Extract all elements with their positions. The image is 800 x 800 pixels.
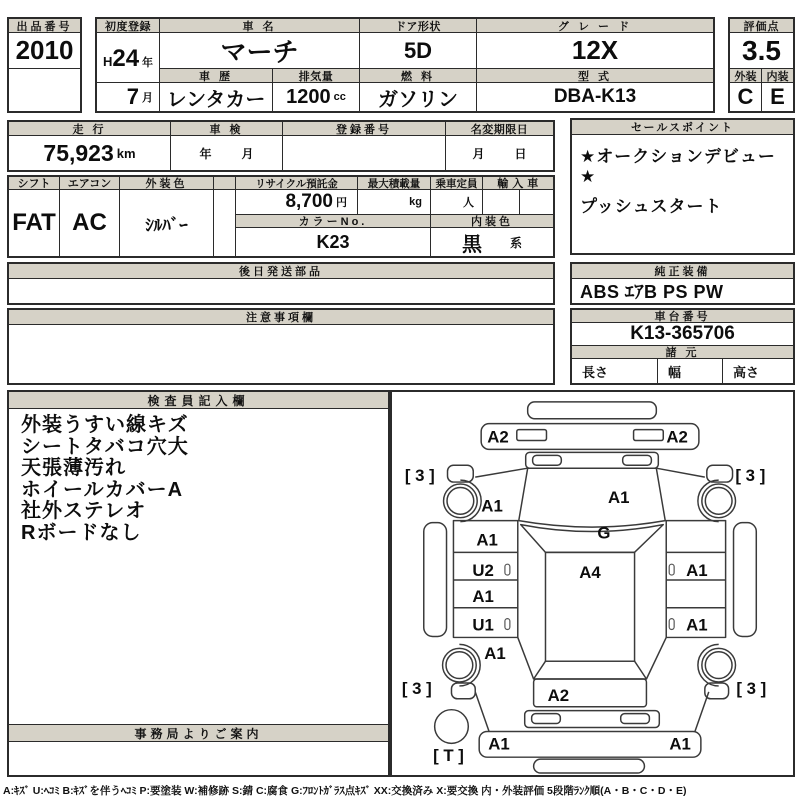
grade-value: 12X bbox=[476, 33, 713, 69]
color-no-value: K23 bbox=[235, 228, 430, 256]
history-label: 車 歴 bbox=[159, 69, 272, 83]
fuel-label: 燃 料 bbox=[359, 69, 476, 83]
vehicle-info-box bbox=[95, 17, 715, 113]
capacity-value: 人 bbox=[430, 190, 482, 215]
later-parts-box bbox=[7, 262, 555, 305]
right-rocker bbox=[734, 523, 757, 637]
displacement-unit: cc bbox=[333, 91, 346, 103]
displacement-number: 1200 bbox=[286, 85, 331, 108]
mileage-unit: km bbox=[116, 145, 136, 161]
shift-value: FAT bbox=[12, 209, 56, 236]
first-reg-month-unit: 月 bbox=[142, 92, 153, 104]
inspection-due-month-unit: 月 bbox=[241, 146, 254, 161]
inspection-due-label: 車 検 bbox=[170, 122, 282, 136]
hood bbox=[519, 468, 665, 527]
door-handle bbox=[505, 619, 510, 630]
car-diagram bbox=[392, 392, 793, 775]
inspection-due-year-unit: 年 bbox=[199, 146, 212, 161]
mileage-value bbox=[9, 136, 170, 170]
name-change-label: 名変期限日 bbox=[445, 122, 553, 136]
damage-mark: A1 bbox=[472, 586, 494, 606]
inspector-note: 外装うすい線キズ bbox=[21, 414, 189, 436]
damage-mark: A1 bbox=[607, 487, 630, 507]
interior-color-suffix: 系 bbox=[509, 235, 522, 250]
legend-text: A:ｷｽﾞ U:ﾍｺﾐ B:ｷｽﾞを伴うﾍｺﾐ P:要塗装 W:補修跡 S:錆 C:腐食 G:ﾌﾛﾝﾄｶﾞﾗｽ点ｷｽﾞ XX:交換済み X:要交換 内・外装評価 5段階ﾗﾝｸ順(A・B・C・D・E) bbox=[3, 785, 687, 797]
name-change-day-unit: 日 bbox=[514, 146, 527, 161]
car-name-label: 車 名 bbox=[159, 19, 359, 33]
specs-label: 諸 元 bbox=[572, 346, 793, 359]
color-no-label: カラーNo. bbox=[235, 215, 430, 228]
exterior-color-label: 外装色 bbox=[119, 177, 213, 190]
sales-point-line: プッシュスタート bbox=[580, 197, 723, 216]
lot-value: 2010 bbox=[9, 33, 80, 69]
sales-point-body bbox=[572, 139, 793, 219]
door-handle bbox=[669, 619, 674, 630]
rear-right-wheel bbox=[702, 648, 736, 682]
chassis-no-label: 車台番号 bbox=[572, 310, 793, 323]
exterior-grade-label: 外装 bbox=[730, 69, 761, 83]
interior-color-value bbox=[430, 228, 553, 256]
reg-no-value bbox=[282, 136, 445, 170]
aircon-label: エアコン bbox=[59, 177, 119, 190]
inspector-label: 検査員記入欄 bbox=[9, 392, 388, 409]
car-diagram-box bbox=[390, 390, 795, 777]
front-right-wheel bbox=[702, 484, 736, 518]
reg-no-label: 登録番号 bbox=[282, 122, 445, 136]
mileage-number: 75,923 bbox=[43, 139, 114, 166]
aircon-value: AC bbox=[59, 190, 119, 256]
damage-mark: A4 bbox=[579, 563, 601, 583]
car-name-value: マーチ bbox=[159, 33, 359, 69]
exterior-color-value: ｼﾙﾊﾞｰ bbox=[119, 190, 213, 256]
rear-bumper bbox=[479, 731, 701, 757]
interior-grade-label: 内装 bbox=[761, 69, 793, 83]
damage-mark: A1 bbox=[686, 561, 708, 581]
damage-mark: A2 bbox=[547, 685, 570, 705]
recycle-deposit-number: 8,700 bbox=[285, 191, 333, 212]
damage-mark: A1 bbox=[484, 644, 506, 664]
model-code-label: 型 式 bbox=[476, 69, 713, 83]
door-label: ドア形状 bbox=[359, 19, 476, 33]
left-rocker bbox=[424, 523, 447, 637]
caution-label: 注意事項欄 bbox=[9, 310, 553, 325]
damage-mark: A1 bbox=[488, 734, 510, 754]
office-notice-label: 事務局よりご案内 bbox=[9, 724, 388, 742]
front-left-wheel bbox=[444, 484, 478, 518]
damage-mark: G bbox=[597, 523, 611, 543]
inspector-note: 社外ステレオ bbox=[21, 500, 147, 522]
damage-mark: A1 bbox=[669, 734, 691, 754]
name-change-month-unit: 月 bbox=[472, 146, 485, 161]
capacity-label: 乗車定員 bbox=[430, 177, 482, 190]
inspector-note: ホイールカバーA bbox=[21, 478, 184, 501]
damage-mark: [ T ] bbox=[433, 746, 464, 766]
equipment-row-box bbox=[7, 175, 555, 258]
recycle-deposit-unit: 円 bbox=[336, 197, 347, 209]
import-car-label: 輸 入 車 bbox=[482, 177, 553, 190]
damage-mark: A2 bbox=[666, 427, 688, 447]
damage-mark: A1 bbox=[476, 530, 498, 550]
inspector-notes bbox=[9, 415, 388, 544]
score-label: 評価点 bbox=[730, 19, 793, 33]
door-value: 5D bbox=[359, 33, 476, 69]
later-parts-label: 後日発送部品 bbox=[9, 264, 553, 279]
exterior-grade-value: C bbox=[737, 84, 754, 109]
displacement-label: 排気量 bbox=[272, 69, 359, 83]
spacer-header bbox=[213, 177, 235, 190]
rear-bottom-strip bbox=[534, 759, 645, 773]
spacer-cell bbox=[213, 190, 235, 256]
first-reg-month bbox=[97, 83, 159, 111]
sales-point-line: ★オークションデビュー★ bbox=[580, 147, 776, 186]
damage-mark: A1 bbox=[686, 615, 708, 635]
damage-mark: A1 bbox=[481, 496, 503, 516]
interior-grade-value: E bbox=[761, 83, 793, 111]
later-parts-value bbox=[9, 279, 553, 303]
score-box bbox=[728, 17, 795, 113]
recycle-deposit-value bbox=[235, 190, 357, 215]
sales-point-box bbox=[570, 118, 795, 255]
lot-box bbox=[7, 17, 82, 113]
lot-label: 出品番号 bbox=[9, 19, 80, 33]
import-car-cell bbox=[482, 190, 519, 215]
max-load-label: 最大積載量 bbox=[357, 177, 430, 190]
name-change-value bbox=[445, 136, 553, 170]
genuine-equipment-value: ABS ｴｱB PS PW bbox=[580, 282, 724, 302]
chassis-no-value: K13-365706 bbox=[572, 323, 793, 346]
grade-label: グ レ ー ド bbox=[476, 19, 713, 33]
model-code-value: DBA-K13 bbox=[476, 83, 713, 111]
first-reg-era: H bbox=[102, 54, 113, 69]
spec-height-label: 高さ bbox=[722, 359, 793, 383]
interior-color-name: 黒 bbox=[461, 233, 482, 256]
inspector-note: シートタバコ穴大 bbox=[21, 435, 189, 458]
rear-window bbox=[534, 661, 647, 679]
door-handle bbox=[669, 564, 674, 575]
history-value: レンタカー bbox=[159, 83, 272, 111]
first-reg-value bbox=[97, 33, 159, 83]
import-car-cell bbox=[519, 190, 553, 215]
displacement-value bbox=[272, 83, 359, 111]
door-handle bbox=[505, 564, 510, 575]
damage-mark: A2 bbox=[487, 427, 509, 447]
inspector-note: 天張薄汚れ bbox=[21, 457, 126, 479]
spec-width-label: 幅 bbox=[657, 359, 722, 383]
first-reg-label: 初度登録 bbox=[97, 19, 159, 33]
shift-label: シフト bbox=[9, 177, 59, 190]
mileage-row-box bbox=[7, 120, 555, 172]
first-reg-month-value: 7 bbox=[126, 84, 139, 109]
rear-left-wheel bbox=[443, 648, 477, 682]
chassis-specs-box bbox=[570, 308, 795, 385]
damage-marks bbox=[402, 427, 766, 765]
sales-point-label: セールスポイント bbox=[572, 120, 793, 135]
score-value: 3.5 bbox=[730, 33, 793, 69]
interior-color-label: 内装色 bbox=[430, 215, 553, 228]
caution-box bbox=[7, 308, 555, 385]
inspection-due-value bbox=[170, 136, 282, 170]
fuel-value: ガソリン bbox=[359, 83, 476, 111]
damage-mark: U2 bbox=[472, 561, 494, 581]
damage-mark: U1 bbox=[472, 615, 494, 635]
damage-mark: [ 3 ] bbox=[736, 678, 767, 698]
front-top-strip bbox=[528, 402, 657, 419]
recycle-deposit-label: リサイクル預託金 bbox=[235, 177, 357, 190]
damage-mark: [ 3 ] bbox=[404, 466, 435, 486]
mileage-label: 走 行 bbox=[9, 122, 170, 136]
first-reg-year: 24 bbox=[112, 45, 140, 72]
caution-value bbox=[9, 325, 553, 383]
inspector-notes-box bbox=[7, 390, 390, 777]
windshield bbox=[521, 525, 664, 553]
genuine-equipment-box bbox=[570, 262, 795, 305]
inspector-note: Rボードなし bbox=[21, 521, 142, 544]
genuine-equipment-label: 純正装備 bbox=[572, 264, 793, 279]
first-reg-year-unit: 年 bbox=[142, 57, 154, 69]
damage-mark: [ 3 ] bbox=[401, 678, 432, 698]
spare-tire bbox=[435, 710, 469, 744]
spec-length-label: 長さ bbox=[582, 364, 609, 380]
max-load-value: kg bbox=[357, 190, 430, 215]
damage-mark: [ 3 ] bbox=[735, 466, 766, 486]
